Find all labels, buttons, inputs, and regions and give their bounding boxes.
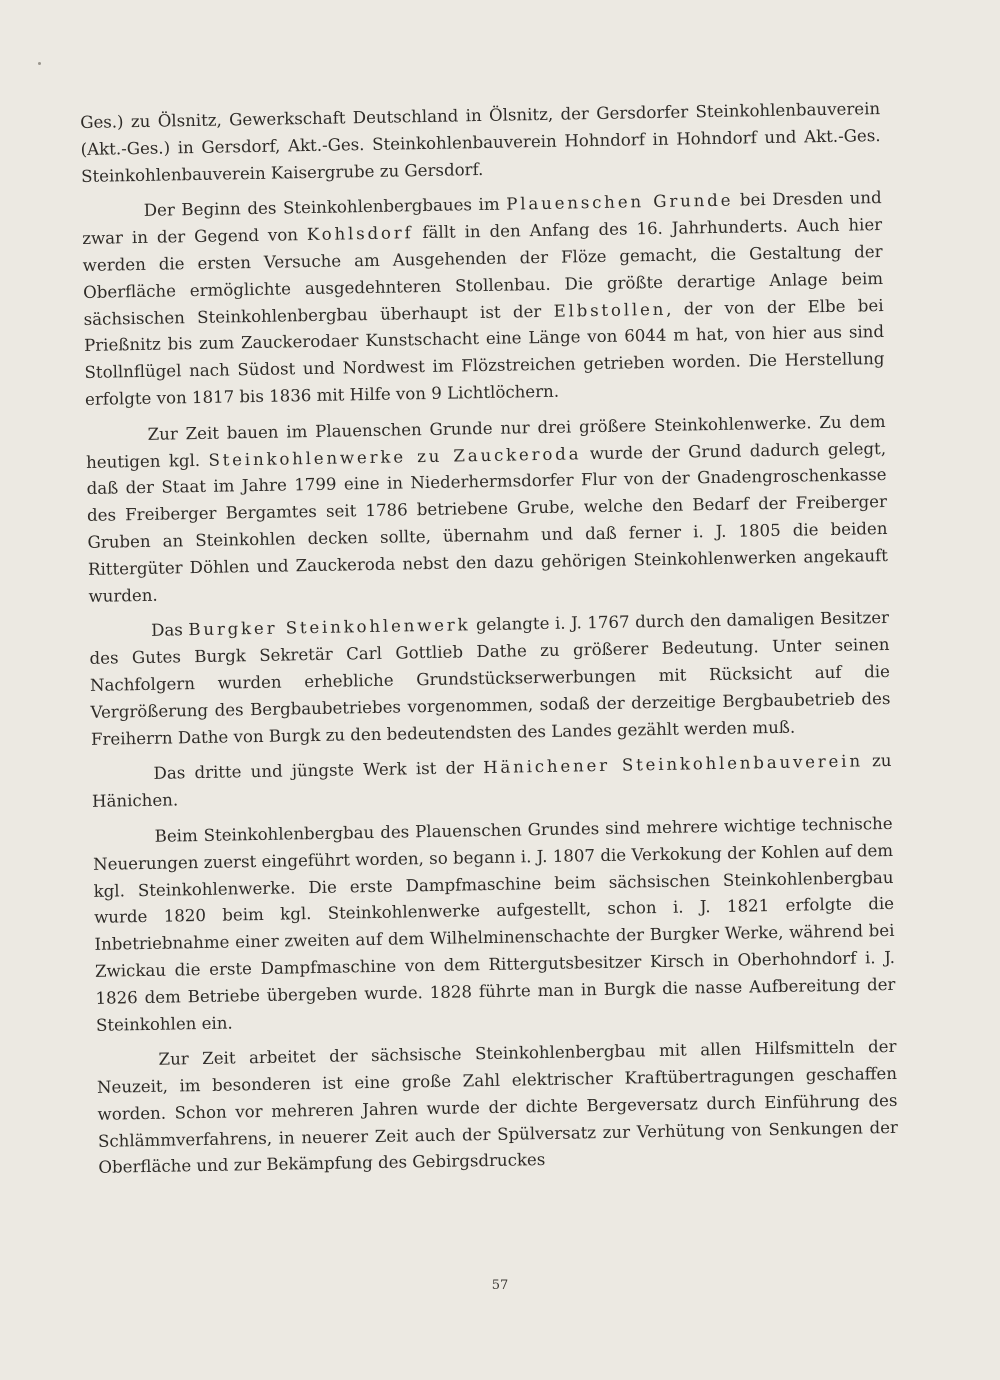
spaced-emphasis-text: Kohlsdorf <box>306 223 414 245</box>
spaced-emphasis-text: Elbstollen <box>553 299 667 321</box>
paragraph-text: zu Hänichen. <box>91 751 892 812</box>
page-number: 57 <box>491 1278 509 1293</box>
spaced-emphasis-text: Hänichener Steinkohlenbauverein <box>482 751 864 778</box>
paragraph-text: gelangte i. J. 1767 durch den damaligen Besitzer des Gutes Burgk Sekretär Carl Gottlieb Dathe zu größerer Bedeutung. Unter seinen Nachfolgern wurden erhebliche Grundstückserwerbungen mit Rücksicht auf die Vergrößerung des Bergbaubetriebes vorgenommen, sodaß der derzeitige Bergbaubetrieb des Freiherrn Dathe von Burgk zu den bedeutendsten des Landes gezählt werden muß. <box>89 608 891 749</box>
paragraph <box>82 185 886 413</box>
paragraph-text: bei Dresden und zwar in der Gegend von <box>82 188 882 249</box>
paragraph-text: fällt in den Anfang des 16. Jahrhunderts. Auch hier werden die ersten Versuche am Ausgehenden der Flöze gemacht, die Gestaltung der Oberfläche ermöglichte ausgedehnteren Stollenbau. Die größte derartige Anlage beim sächsischen Steinkohlenbergbau überhaupt ist der <box>82 215 884 329</box>
paragraph-text: Das <box>150 620 189 641</box>
paragraph <box>92 811 896 1039</box>
paragraph <box>91 748 892 816</box>
paragraph-text: wurde der Grund dadurch gelegt, daß der Staat im Jahre 1799 eine in Niederhermsdorfer Flur von der Gnadengroschenkasse des Freiberger Bergamtes seit 1786 betriebene Grube, welche den Bedarf der Freiberger Gruben an Steinkohlen decken sollte, übernahm und daß ferner i. J. 1805 die beiden Rittergüter Döhlen und Zauckeroda nebst den dazu gehörigen Steinkohlenwerken angekauft wurden. <box>86 438 889 606</box>
paragraph-text: Zur Zeit bauen im Plauenschen Grunde nur drei größere Steinkohlenwerke. Zu dem heutigen kgl. <box>85 411 886 472</box>
paragraph-text: Der Beginn des Steinkohlenbergbaues im <box>143 194 507 221</box>
paragraph-text: Ges.) zu Ölsnitz, Gewerkschaft Deutschland in Ölsnitz, der Gersdorfer Steinkohlenbauverein (Akt.-Ges.) in Gersdorf, Akt.-Ges. Steinkohlenbauverein Hohndorf in Hohndorf und Akt.-Ges. Steinkohlenbauverein Kaisergrube zu Gersdorf. <box>80 99 881 186</box>
paper-speck <box>38 62 41 65</box>
spaced-emphasis-text: Burgker Steinkohlenwerk <box>188 615 471 640</box>
spaced-emphasis-text: Plauenschen Grunde <box>506 191 734 214</box>
paragraph <box>85 409 888 611</box>
spaced-emphasis-text: Steinkohlenwerke zu Zauckeroda <box>208 443 582 470</box>
body-text <box>80 96 899 1191</box>
paragraph <box>96 1034 898 1182</box>
paragraph <box>89 605 891 753</box>
paragraph-text: Das dritte und jüngste Werk ist der <box>153 758 484 784</box>
paragraph-text: Beim Steinkohlenbergbau des Plauenschen Grundes sind mehrere wichtige technische Neuerungen zuerst eingeführt worden, so begann i. J. 1807 die Verkokung der Kohlen auf dem kgl. Steinkohlenwerke. Die erste Dampfmaschine beim sächsischen Steinkohlenbergbau wurde 1820 beim kgl. Steinkohlenwerke aufgestellt, schon i. J. 1821 erfolgte die Inbetriebnahme einer zweiten auf dem Wilhelminenschachte der Burgker Werke, während bei Zwickau die erste Dampfmaschine von dem Rittergutsbesitzer Kirsch in Oberhohndorf i. J. 1826 dem Betriebe übergeben wurde. 1828 führte man in Burgk die nasse Aufbereitung der Steinkohlen ein. <box>92 813 896 1035</box>
paragraph <box>80 96 881 190</box>
paragraph-text: , der von der Elbe bei Prießnitz bis zum Zauckerodaer Kunstschacht eine Länge von 6044 m hat, von hier aus sind Stollnflügel nach Südost und Nordwest im Flözstreichen getrieben worden. Die Herstellung erfolgte von 1817 bis 1836 mit Hilfe von 9 Lichtlöchern. <box>83 295 885 409</box>
paragraph-text: Zur Zeit arbeitet der sächsische Steinkohlenbergbau mit allen Hilfsmitteln der Neuzeit, im besonderen ist eine große Zahl elektrischer Kraftübertragungen geschaffen worden. Schon vor mehreren Jahren wurde der dichte Bergeversatz durch Einführung des Schlämmverfahrens, in neuerer Zeit auch der Spülversatz zur Verhütung von Senkungen der Oberfläche und zur Bekämpfung des Gebirgsdruckes <box>96 1037 899 1178</box>
